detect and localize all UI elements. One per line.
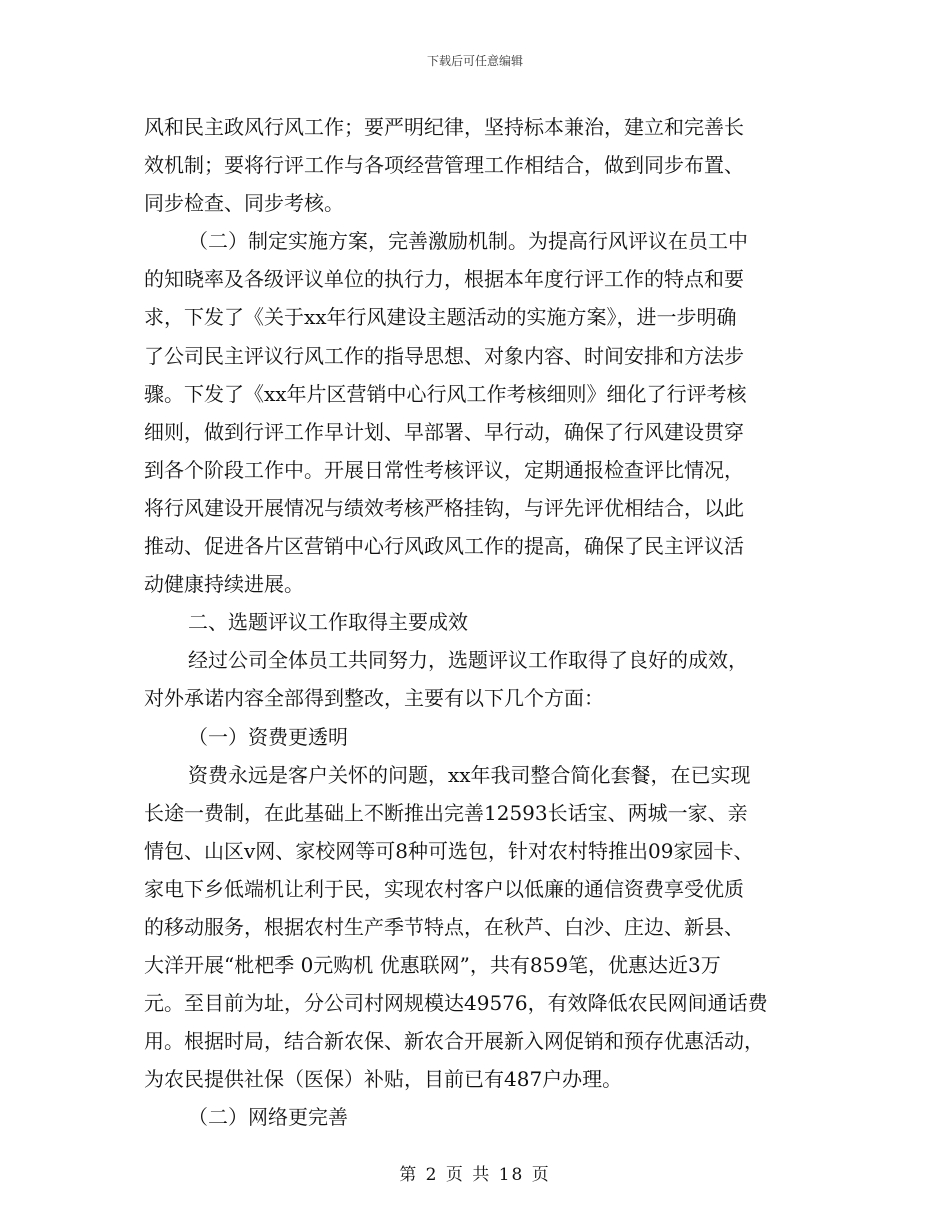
text-line: 的移动服务，根据农村生产季节特点，在秋芦、白沙、庄边、新县、 <box>144 914 744 939</box>
text-line: 家电下乡低端机让利于民，实现农村客户以低廉的通信资费享受优质 <box>144 876 744 901</box>
text-line: 求，下发了《关于xx年行风建设主题活动的实施方案》，进一步明确 <box>144 305 737 330</box>
page-footer: 第 2 页 共 18 页 <box>399 1165 551 1185</box>
text-line: 到各个阶段工作中。开展日常性考核评议，定期通报检查评比情况， <box>144 457 744 482</box>
text-line: 为农民提供社保（医保）补贴，目前已有487户办理。 <box>144 1067 623 1092</box>
text-line: 了公司民主评议行风工作的指导思想、对象内容、时间安排和方法步 <box>144 343 744 368</box>
text-line: 效机制；要将行评工作与各项经营管理工作相结合，做到同步布置、 <box>144 153 744 178</box>
section-heading: 二、选题评议工作取得主要成效 <box>188 610 468 635</box>
document-body <box>144 108 804 1137</box>
text-line: 对外承诺内容全部得到整改，主要有以下几个方面： <box>144 686 604 711</box>
text-line: 推动、促进各片区营销中心行风政风工作的提高，确保了民主评议活 <box>144 534 744 559</box>
text-line: 细则，做到行评工作早计划、早部署、早行动，确保了行风建设贯穿 <box>144 419 744 444</box>
text-line: 情包、山区v网、家校网等可8种可选包，针对农村特推出09家园卡、 <box>144 838 754 863</box>
text-line: 风和民主政风行风工作；要严明纪律，坚持标本兼治，建立和完善长 <box>144 115 744 139</box>
text-line: 骤。下发了《xx年片区营销中心行风工作考核细则》细化了行评考核 <box>144 381 747 406</box>
text-line: 资费永远是客户关怀的问题，xx年我司整合简化套餐，在已实现 <box>188 762 751 787</box>
text-line: 大洋开展“枇杷季 0元购机 优惠联网”，共有859笔，优惠达近3万 <box>144 953 721 978</box>
text-line: 用。根据时局，结合新农保、新农合开展新入网促销和预存优惠活动， <box>144 1029 764 1054</box>
subsection-heading: （一）资费更透明 <box>188 724 348 749</box>
text-line: 元。至目前为址，分公司村网规模达49576，有效降低农民网间通话费 <box>144 991 768 1016</box>
page-header: 下载后可任意编辑 <box>426 54 523 68</box>
text-line: 长途一费制，在此基础上不断推出完善12593长话宝、两城一家、亲 <box>144 800 748 825</box>
text-line: 将行风建设开展情况与绩效考核严格挂钩，与评先评优相结合，以此 <box>144 495 744 520</box>
subsection-heading: （二）网络更完善 <box>188 1105 348 1130</box>
text-line: 同步检查、同步考核。 <box>144 191 344 216</box>
text-line: 动健康持续进展。 <box>144 572 304 597</box>
text-line: 的知晓率及各级评议单位的执行力，根据本年度行评工作的特点和要 <box>144 267 744 292</box>
text-line: 经过公司全体员工共同努力，选题评议工作取得了良好的成效， <box>188 648 748 673</box>
paragraph-heading: （二）制定实施方案，完善激励机制。为提高行风评议在员工中 <box>188 229 748 254</box>
